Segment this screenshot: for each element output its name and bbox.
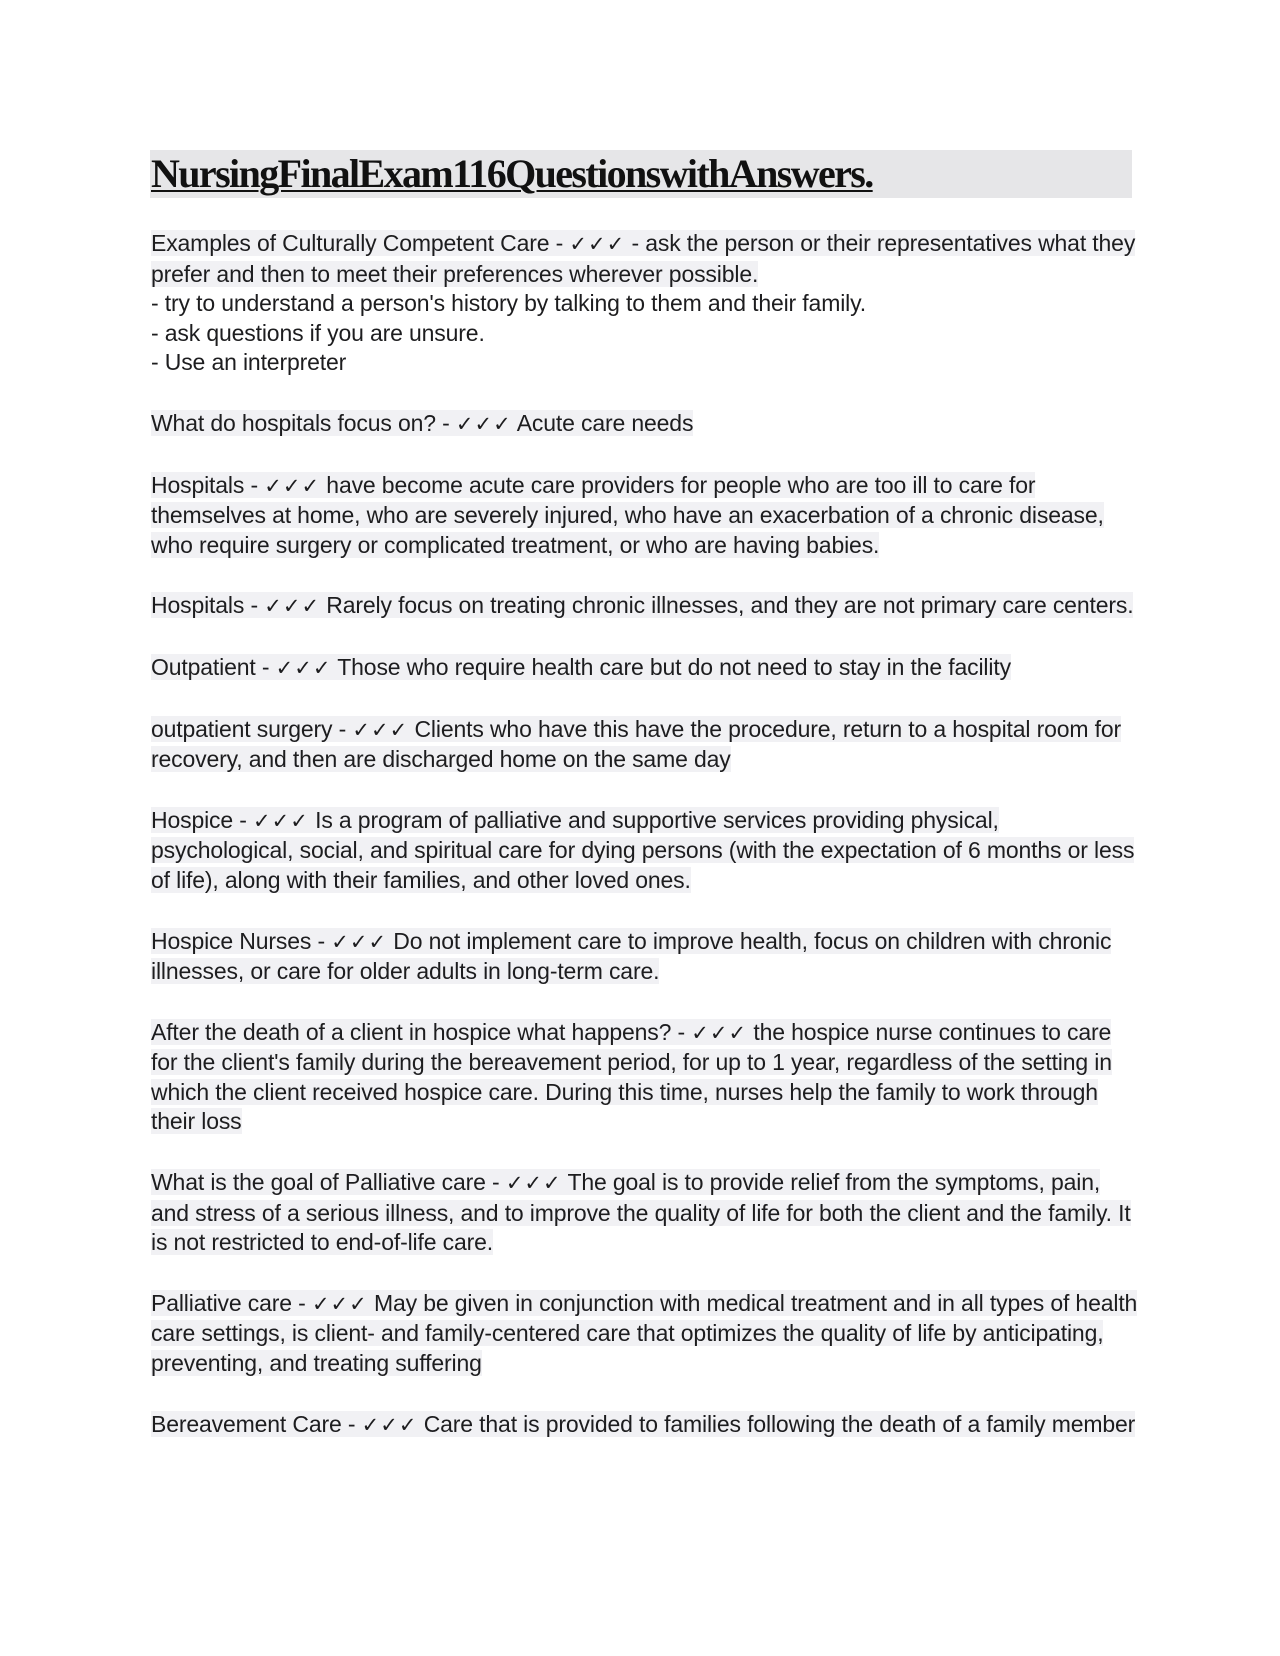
checkmark-icon: ✓✓✓ bbox=[253, 808, 309, 833]
qa-answer: Care that is provided to families following the death of a family member bbox=[423, 1410, 1136, 1437]
qa-subline: - Use an interpreter bbox=[151, 349, 347, 376]
qa-main-line bbox=[151, 806, 1141, 896]
checkmark-icon: ✓✓✓ bbox=[569, 232, 626, 256]
qa-term: Hospice Nurses bbox=[151, 927, 312, 954]
qa-answer: Do not implement care to improve health, focus on children with chronic illnesses, or care for older adults in long-term care. bbox=[151, 927, 1112, 985]
checkmark-icon: ✓✓✓ bbox=[264, 594, 321, 619]
qa-answer: Is a program of palliative and supportive services providing physical, psychological, social, and spiritual care for dying persons (with the expectation of 6 months or less of life), along with their families, and other loved ones. bbox=[151, 806, 1135, 893]
qa-entry bbox=[151, 806, 1141, 896]
qa-highlight: What do hospitals focus on? - ✓✓✓ Acute care needs bbox=[151, 409, 694, 436]
qa-entry bbox=[151, 1410, 1141, 1441]
document-title: NursingFinalExam116QuestionswithAnswers. bbox=[151, 151, 873, 196]
qa-highlight: Hospice - ✓✓✓ Is a program of palliative and supportive services providing physical, psychological, social, and spiritual care for dying persons (with the expectation of 6 months or less of life), along with their families, and other loved ones. bbox=[151, 806, 1135, 893]
qa-subline: - try to understand a person's history by talking to them and their family. bbox=[151, 290, 867, 317]
qa-answer: Those who require health care but do not need to stay in the facility bbox=[337, 653, 1011, 680]
qa-main-line bbox=[151, 1289, 1141, 1379]
qa-term: What do hospitals focus on? bbox=[151, 409, 436, 436]
qa-entry bbox=[151, 653, 1141, 684]
qa-term: What is the goal of Palliative care bbox=[151, 1169, 486, 1196]
qa-main-line bbox=[151, 471, 1141, 561]
qa-main-line bbox=[151, 1168, 1141, 1258]
qa-entry bbox=[151, 409, 1141, 440]
qa-entry bbox=[151, 229, 1141, 378]
qa-main-line bbox=[151, 927, 1141, 987]
qa-entry bbox=[151, 471, 1141, 561]
qa-main-line bbox=[151, 715, 1141, 775]
qa-term: Hospitals bbox=[151, 471, 245, 498]
qa-main-line bbox=[151, 1018, 1141, 1137]
qa-term: Hospitals bbox=[151, 592, 245, 619]
qa-term: After the death of a client in hospice what happens? bbox=[151, 1018, 672, 1045]
checkmark-icon: ✓✓✓ bbox=[311, 1291, 368, 1316]
checkmark-icon: ✓✓✓ bbox=[505, 1171, 562, 1196]
qa-answer: have become acute care providers for people who are too ill to care for themselves at home, who are severely injured, who have an exacerbation of a chronic disease, who require surgery or complicated treatment, or who are having babies. bbox=[151, 471, 1104, 558]
qa-answer: Rarely focus on treating chronic illnesses, and they are not primary care centers. bbox=[326, 592, 1134, 619]
checkmark-icon: ✓✓✓ bbox=[331, 929, 388, 954]
qa-highlight: Hospice Nurses - ✓✓✓ Do not implement care to improve health, focus on children with chronic illnesses, or care for older adults in long-term care. bbox=[151, 927, 1112, 985]
qa-list bbox=[151, 229, 1141, 1471]
checkmark-icon: ✓✓✓ bbox=[691, 1020, 748, 1045]
qa-highlight: Hospitals - ✓✓✓ have become acute care providers for people who are too ill to care for themselves at home, who are severely injured, who have an exacerbation of a chronic disease, who require surgery or complicated treatment, or who are having babies. bbox=[151, 471, 1104, 558]
qa-highlight: outpatient surgery - ✓✓✓ Clients who have this have the procedure, return to a hospital room for recovery, and then are discharged home on the same day bbox=[151, 715, 1122, 773]
checkmark-icon: ✓✓✓ bbox=[455, 411, 512, 436]
qa-highlight: Bereavement Care - ✓✓✓ Care that is provided to families following the death of a family member bbox=[151, 1410, 1136, 1437]
checkmark-icon: ✓✓✓ bbox=[352, 717, 409, 742]
qa-main-line bbox=[151, 409, 1141, 440]
qa-answer: May be given in conjunction with medical treatment and in all types of health care settings, is client- and family-centered care that optimizes the quality of life by anticipating, preventing, and treating suffering bbox=[151, 1289, 1138, 1377]
qa-answer: the hospice nurse continues to care for the client's family during the bereavement period, for up to 1 year, regardless of the setting in which the client received hospice care. During this time, nurses help the family to work through their loss bbox=[151, 1018, 1112, 1135]
qa-main-line bbox=[151, 653, 1141, 684]
qa-term: outpatient surgery bbox=[151, 715, 333, 742]
qa-entry bbox=[151, 591, 1141, 622]
qa-entry bbox=[151, 1168, 1141, 1258]
checkmark-icon: ✓✓✓ bbox=[275, 655, 332, 680]
qa-entry bbox=[151, 715, 1141, 775]
qa-highlight: Hospitals - ✓✓✓ Rarely focus on treating chronic illnesses, and they are not primary care centers. bbox=[151, 592, 1134, 619]
qa-term: Outpatient bbox=[151, 653, 256, 680]
qa-answer: Acute care needs bbox=[516, 409, 694, 436]
qa-main-line bbox=[151, 1410, 1141, 1441]
qa-entry bbox=[151, 1289, 1141, 1379]
qa-term: Hospice bbox=[151, 806, 234, 833]
qa-highlight: Examples of Culturally Competent Care - ✓✓✓ - ask the person or their representatives what they prefer and then to meet their preferences wherever possible. bbox=[151, 230, 1136, 287]
qa-term: Examples of Culturally Competent Care bbox=[151, 230, 550, 256]
qa-answer: The goal is to provide relief from the symptoms, pain, and stress of a serious illness, and to improve the quality of life for both the client and the family. It is not restricted to end-of-life care. bbox=[151, 1169, 1131, 1256]
qa-entry bbox=[151, 927, 1141, 987]
qa-answer: - ask the person or their representatives what they prefer and then to meet their preferences wherever possible. bbox=[151, 230, 1136, 287]
checkmark-icon: ✓✓✓ bbox=[361, 1412, 418, 1437]
qa-highlight: Outpatient - ✓✓✓ Those who require health care but do not need to stay in the facility bbox=[151, 653, 1011, 680]
qa-term: Bereavement Care bbox=[151, 1410, 342, 1437]
qa-answer: Clients who have this have the procedure, return to a hospital room for recovery, and then are discharged home on the same day bbox=[151, 715, 1122, 773]
checkmark-icon: ✓✓✓ bbox=[264, 473, 321, 498]
qa-main-line bbox=[151, 591, 1141, 622]
qa-term: Palliative care bbox=[151, 1289, 292, 1316]
qa-entry bbox=[151, 1018, 1141, 1137]
qa-highlight: Palliative care - ✓✓✓ May be given in conjunction with medical treatment and in all types of health care settings, is client- and family-centered care that optimizes the quality of life by anticipating, preventing, and treating suffering bbox=[151, 1289, 1138, 1377]
qa-main-line bbox=[151, 229, 1141, 289]
qa-highlight: What is the goal of Palliative care - ✓✓✓ The goal is to provide relief from the symptoms, pain, and stress of a serious illness, and to improve the quality of life for both the client and the family. It is not restricted to end-of-life care. bbox=[151, 1169, 1131, 1256]
qa-highlight: After the death of a client in hospice what happens? - ✓✓✓ the hospice nurse continues to care for the client's family during the bereavement period, for up to 1 year, regardless of the setting in which the client received hospice care. During this time, nurses help the family to work through their loss bbox=[151, 1018, 1112, 1135]
qa-subline: - ask questions if you are unsure. bbox=[151, 319, 485, 346]
